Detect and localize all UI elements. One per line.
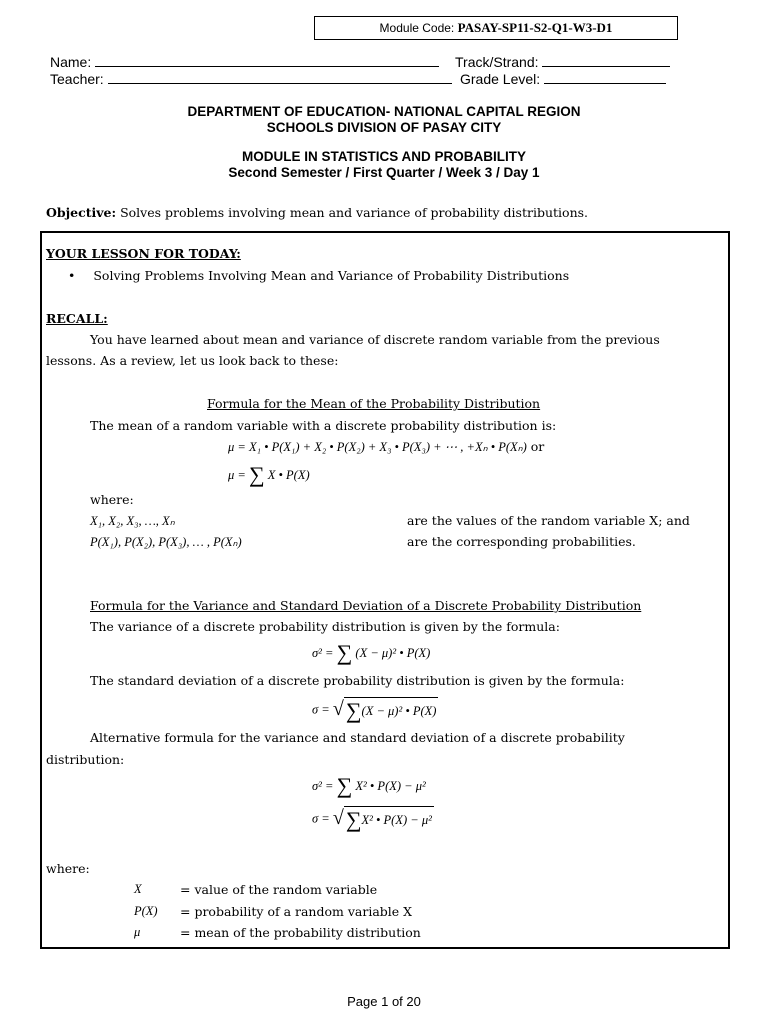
sd-lhs: σ = [312, 702, 330, 717]
module-code-box [314, 16, 678, 40]
page-number: Page 1 of 20 [347, 994, 421, 1009]
track-label: Track/Strand: [455, 54, 539, 70]
variance-intro: The variance of a discrete probability distribution is given by the formula: [90, 619, 560, 634]
lesson-bullet-text: Solving Problems Involving Mean and Variance of Probability Distributions [93, 268, 570, 283]
division-title: SCHOOLS DIVISION OF PASAY CITY [266, 120, 502, 135]
alt-sd-rhs: X² • P(X) − μ² [361, 813, 432, 827]
mean-formula-2-lhs: μ = [228, 468, 246, 482]
objective-label: Objective: [46, 205, 117, 220]
sum-icon: ∑ [336, 640, 353, 665]
name-blank[interactable] [95, 54, 439, 67]
sqrt-icon: √∑X² • P(X) − μ² [332, 807, 432, 832]
alt-variance-formula [312, 773, 426, 799]
alt-sd-lhs: σ = [312, 811, 330, 826]
sum-icon: ∑ [345, 807, 362, 832]
dept-title: DEPARTMENT OF EDUCATION- NATIONAL CAPITAL REGION [187, 104, 581, 119]
alt-variance-lhs: σ² = [312, 779, 334, 793]
teacher-field[interactable] [50, 71, 452, 87]
sd-intro: The standard deviation of a discrete probability distribution is given by the formula: [90, 673, 625, 688]
mean-title: Formula for the Mean of the Probability Distribution [207, 396, 541, 411]
teacher-blank[interactable] [108, 71, 452, 84]
alt-line-2: distribution: [46, 752, 125, 767]
sd-formula [312, 697, 438, 724]
mean-formula-1 [228, 439, 544, 455]
track-field[interactable] [455, 54, 670, 70]
lesson-bullet [68, 268, 569, 283]
mean-intro: The mean of a random variable with a discrete probability distribution is: [90, 418, 557, 433]
recall-line-1: You have learned about mean and variance of discrete random variable from the previous [90, 332, 660, 347]
sqrt-icon: √∑(X − μ)² • P(X) [332, 698, 437, 723]
sum-icon: ∑ [248, 462, 265, 487]
grade-label: Grade Level: [460, 71, 541, 87]
mean-vars-x: X₁, X₂, X₃, …, Xₙ [90, 514, 175, 528]
grade-blank[interactable] [544, 71, 666, 84]
sum-icon: ∑ [345, 698, 362, 723]
mean-where: where: [90, 492, 134, 507]
module-code-value: PASAY-SP11-S2-Q1-W3-D1 [457, 20, 613, 35]
def-sym-mu: μ [134, 925, 141, 939]
name-field[interactable] [50, 54, 439, 70]
where-label: where: [46, 861, 90, 876]
mean-vars-p-desc: are the corresponding probabilities. [407, 534, 636, 549]
recall-heading: RECALL: [46, 311, 108, 326]
def-sym-px: P(X) [134, 904, 158, 918]
variance-rhs: (X − μ)² • P(X) [355, 646, 431, 660]
recall-line-2: lessons. As a review, let us look back to these: [46, 353, 339, 368]
variance-title: Formula for the Variance and Standard Deviation of a Discrete Probability Distribution [90, 598, 642, 613]
bullet-icon: • [68, 268, 76, 283]
mean-formula-1-expr: μ = X₁ • P(X₁) + X₂ • P(X₂) + X₃ • P(X₃) + ⋯ , +Xₙ • P(Xₙ) [228, 440, 527, 454]
alt-sd-formula [312, 806, 434, 833]
lesson-heading: YOUR LESSON FOR TODAY: [46, 246, 241, 261]
def-desc-x: = value of the random variable [180, 882, 378, 897]
module-code-label: Module Code: [379, 21, 455, 35]
name-label: Name: [50, 54, 92, 70]
grade-field[interactable] [460, 71, 666, 87]
sd-rhs: (X − μ)² • P(X) [361, 704, 437, 718]
def-desc-px: = probability of a random variable X [180, 904, 413, 919]
mean-vars-p: P(X₁), P(X₂), P(X₃), … , P(Xₙ) [90, 535, 242, 549]
mean-vars-x-desc: are the values of the random variable X; and [407, 513, 690, 528]
sum-icon: ∑ [336, 773, 353, 798]
alt-variance-rhs: X² • P(X) − μ² [355, 779, 426, 793]
variance-formula [312, 640, 430, 666]
mean-formula-2-rhs: X • P(X) [267, 468, 310, 482]
track-blank[interactable] [542, 54, 670, 67]
mean-formula-or: or [530, 439, 545, 454]
objective [46, 205, 588, 220]
def-sym-x: X [134, 882, 142, 896]
variance-lhs: σ² = [312, 646, 334, 660]
alt-line-1: Alternative formula for the variance and standard deviation of a discrete probability [90, 730, 625, 745]
objective-text: Solves problems involving mean and variance of probability distributions. [120, 205, 589, 220]
def-desc-mu: = mean of the probability distribution [180, 925, 421, 940]
semester-title: Second Semester / First Quarter / Week 3 / Day 1 [228, 165, 540, 180]
teacher-label: Teacher: [50, 71, 104, 87]
mean-formula-2 [228, 462, 310, 488]
module-title: MODULE IN STATISTICS AND PROBABILITY [242, 149, 526, 164]
